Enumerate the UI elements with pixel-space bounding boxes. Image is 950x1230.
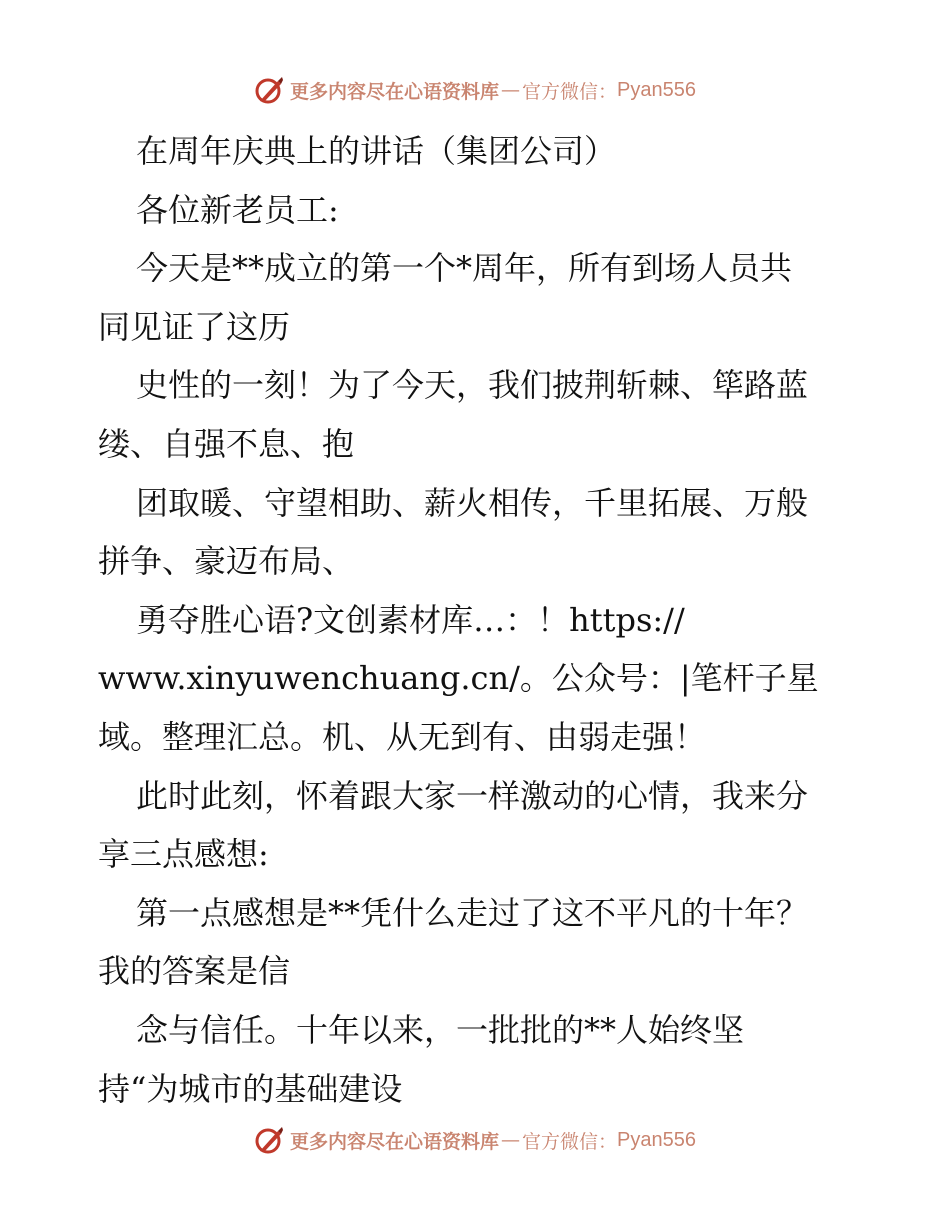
- text-line: 拼争、豪迈布局、: [98, 542, 355, 581]
- footer-banner: [0, 1120, 950, 1160]
- text-line: 勇夺胜心语?文创素材库…：！https://: [136, 600, 685, 639]
- banner-separator: —: [501, 79, 521, 101]
- header-banner: [0, 70, 950, 110]
- banner-separator: —: [501, 1129, 521, 1151]
- salutation: 各位新老员工:: [136, 190, 339, 229]
- text-line: www.xinyuwenchuang.cn/。公众号：|笔杆子星: [98, 659, 819, 698]
- text-line: 缕、自强不息、抱: [98, 424, 355, 463]
- quill-logo-icon: [254, 1125, 284, 1155]
- text-line: 享三点感想:: [98, 835, 269, 874]
- banner-wechat-label: 官方微信：: [522, 80, 618, 103]
- document-title: 在周年庆典上的讲话（集团公司）: [136, 132, 617, 170]
- text-line: 史性的一刻！为了今天，我们披荆斩棘、筚路蓝: [136, 366, 809, 405]
- banner-wechat-id: Pyan556: [617, 78, 696, 101]
- text-line: 念与信任。十年以来，一批批的**人始终坚: [136, 1010, 745, 1049]
- banner-wechat-label: 官方微信：: [522, 1130, 618, 1153]
- text-line: 今天是**成立的第一个*周年，所有到场人员共: [136, 249, 793, 288]
- banner-site-name: 更多内容尽在心语资料库: [290, 80, 500, 103]
- text-line: 持“为城市的基础建设: [98, 1069, 403, 1108]
- banner-wechat-id: Pyan556: [617, 1128, 696, 1151]
- text-line: 我的答案是信: [98, 952, 291, 991]
- text-line: 同见证了这历: [98, 307, 291, 346]
- document-body: [98, 122, 858, 1118]
- quill-logo-icon: [254, 75, 284, 105]
- text-line: 域。整理汇总。机、从无到有、由弱走强！: [98, 717, 707, 756]
- banner-site-name: 更多内容尽在心语资料库: [290, 1130, 500, 1153]
- text-line: 第一点感想是**凭什么走过了这不平凡的十年？: [136, 893, 809, 932]
- text-line: 此时此刻，怀着跟大家一样激动的心情，我来分: [136, 776, 809, 815]
- text-line: 团取暖、守望相助、薪火相传，千里拓展、万般: [136, 483, 809, 522]
